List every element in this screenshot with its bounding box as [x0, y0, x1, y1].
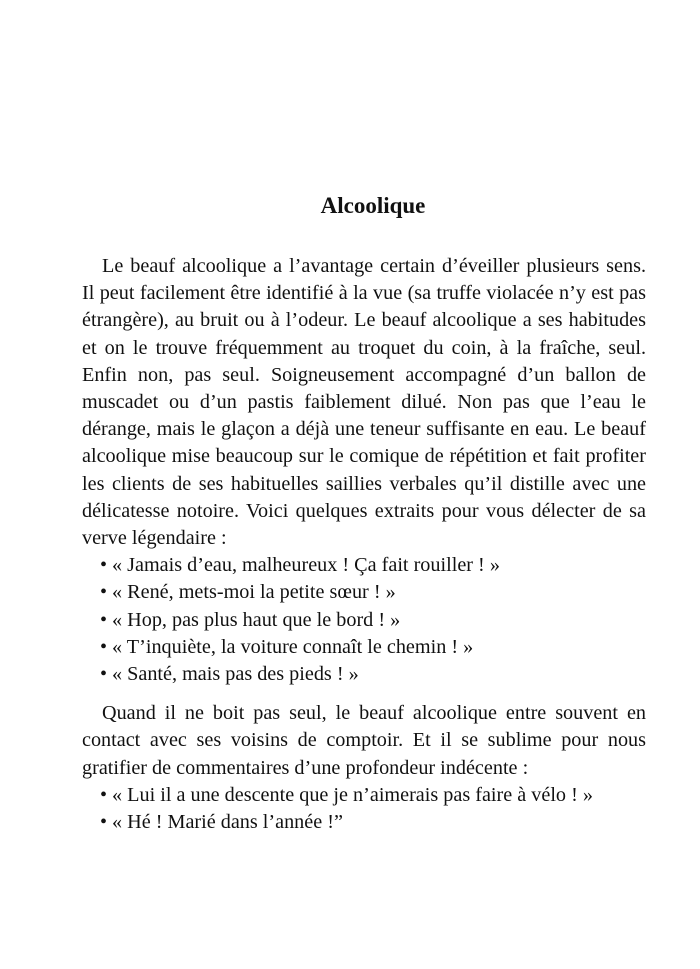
quote-list-2: [82, 782, 646, 836]
bullet-icon: •: [100, 811, 108, 834]
bullet-icon: •: [100, 608, 108, 631]
quote-text: « Lui il a une descente que je n’aimerais pas faire à vélo ! »: [112, 783, 593, 806]
quote-text: « René, mets-moi la petite sœur ! »: [112, 581, 396, 604]
list-item: [100, 607, 646, 634]
quote-text: « T’inquiète, la voiture connaît le chemin ! »: [112, 635, 474, 658]
chapter-title: Alcoolique: [320, 193, 426, 218]
quote-text: « Santé, mais pas des pieds ! »: [112, 663, 359, 686]
bullet-icon: •: [100, 581, 108, 604]
quote-list-1: [82, 552, 646, 688]
bullet-icon: •: [100, 635, 108, 658]
list-item: [100, 579, 646, 606]
quote-text: « Hop, pas plus haut que le bord ! »: [112, 608, 401, 631]
quote-text: « Hé ! Marié dans l’année !”: [112, 811, 343, 834]
page-content: [82, 188, 646, 836]
paragraph-comptoir: Quand il ne boit pas seul, le beauf alcoolique entre souvent en contact avec ses voisins de comptoir. Et il se sublime pour nous gratifier de commentaires d’une profondeur indécente :: [82, 702, 646, 779]
bullet-icon: •: [100, 783, 108, 806]
bullet-icon: •: [100, 663, 108, 686]
bullet-icon: •: [100, 554, 108, 577]
list-item: [100, 809, 646, 836]
list-item: [100, 552, 646, 579]
quote-text: « Jamais d’eau, malheureux ! Ça fait rouiller ! »: [112, 554, 500, 577]
list-item: [100, 661, 646, 688]
list-item: [100, 634, 646, 661]
spacer: [82, 688, 646, 700]
list-item: [100, 782, 646, 809]
paragraph-intro: Le beauf alcoolique a l’avantage certain d’éveiller plusieurs sens. Il peut facilement être identifié à la vue (sa truffe violacée n’y est pas étrangère), au bruit ou à l’odeur. Le beauf alcoolique a ses habitudes et on le trouve fréquemment au troquet du coin, à la fraîche, seul. Enfin non, pas seul. Soigneusement accompagné d’un ballon de muscadet ou d’un pastis faiblement dilué. Non pas que l’eau le dérange, mais le glaçon a déjà une teneur suffisante en eau. Le beauf alcoolique mise beaucoup sur le comique de répétition et fait profiter les clients de ses habituelles saillies verbales qu’il distille avec une délicatesse notoire. Voici quelques extraits pour vous délecter de sa verve légendaire :: [82, 255, 646, 550]
